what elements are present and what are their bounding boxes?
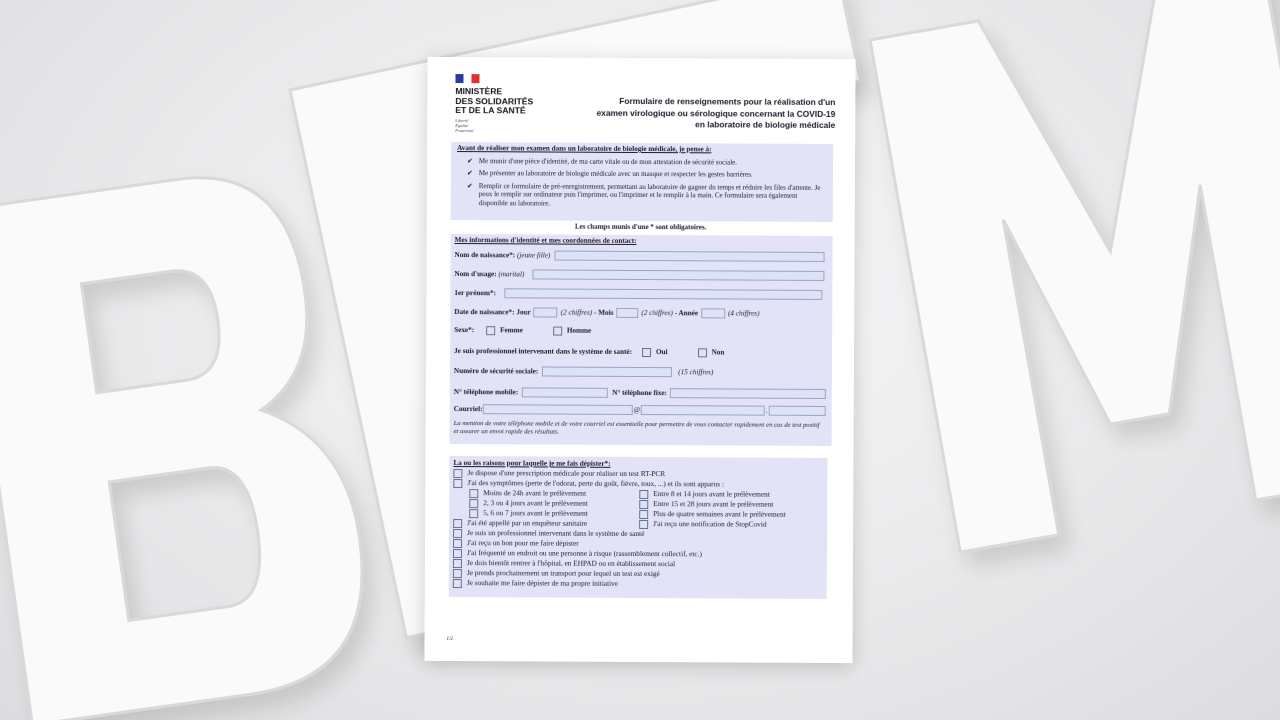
- motto-line: Liberté: [455, 118, 469, 124]
- option-label: J'ai reçu un bon pour me faire dépister: [467, 538, 579, 548]
- checklist-text: Me munir d'une pièce d'identité, de ma carte vitale ou de mon attestation de sécurité sociale.: [478, 156, 738, 167]
- reason-checkbox[interactable]: [453, 579, 462, 588]
- label: Numéro de sécurité sociale:: [453, 366, 539, 376]
- label: Nom d'usage:: [454, 269, 497, 278]
- hint: (jeune fille): [517, 251, 551, 260]
- french-flag-logo: [455, 74, 479, 83]
- option-label: Entre 15 et 28 jours avant le prélèvement: [653, 499, 774, 509]
- symptom-timing-checkbox[interactable]: [469, 509, 478, 518]
- label: - Année: [674, 308, 699, 318]
- title-line: en laboratoire de biologie médicale: [695, 119, 836, 131]
- label: Homme: [566, 326, 592, 335]
- birth-month-input[interactable]: [616, 308, 638, 318]
- label: - Mois: [593, 308, 614, 317]
- reason-checkbox[interactable]: [453, 549, 462, 558]
- stopcovid-checkbox[interactable]: [639, 519, 648, 528]
- checklist-text: Remplir ce formulaire de pré-enregistrement, permettant au laboratoire de gagner du temps et réduire les files d'attente. Je peux le remplir sur ordinateur puis l'imprimer, ou l'imprimer et le remplir à la main. Ce formulaire sera également disponible au laboratoire.: [478, 181, 821, 208]
- page-number: 1/2: [446, 636, 453, 643]
- health-pro-no-checkbox[interactable]: [698, 348, 707, 357]
- republic-motto: [455, 118, 474, 133]
- reason-checkbox[interactable]: [453, 569, 462, 578]
- ministry-line: DES SOLIDARITÉS: [455, 95, 534, 106]
- label: N° téléphone fixe:: [612, 388, 668, 397]
- at-sign: @: [633, 405, 641, 414]
- contact-tracer-checkbox[interactable]: [453, 519, 462, 528]
- checklist-item: [467, 157, 827, 167]
- label: Sexe*:: [454, 326, 475, 335]
- symptom-timing-checkbox[interactable]: [639, 499, 648, 508]
- motto-line: Fraternité: [455, 128, 474, 134]
- option-label: J'ai des symptômes (perte de l'odorat, perte du goût, fièvre, toux, ...) et ils sont apparus :: [467, 478, 724, 489]
- symptom-timing-checkbox[interactable]: [469, 489, 478, 498]
- landline-phone-input[interactable]: [670, 388, 826, 399]
- label: Jour: [516, 308, 531, 317]
- required-fields-note: Les champs munis d'une * sont obligatoires.: [574, 222, 707, 232]
- health-pro-yes-checkbox[interactable]: [642, 348, 651, 357]
- male-checkbox[interactable]: [553, 327, 562, 336]
- first-name-input[interactable]: [504, 288, 822, 300]
- contact-note: La mention de votre téléphone mobile et de votre courriel est essentielle pour permettre de vous contacter rapidement en cas de test positif et assurer un envoi rapide des résultats.: [453, 420, 820, 436]
- prescription-checkbox[interactable]: [453, 469, 462, 478]
- hint: (4 chiffres): [727, 309, 760, 318]
- label: N° téléphone mobile:: [453, 387, 519, 397]
- checklist-text: Me présenter au laboratoire de biologie médicale avec un masque et respecter les gestes barrières.: [478, 169, 753, 179]
- symptom-timing-checkbox[interactable]: [469, 499, 478, 508]
- checkmark-icon: ✔: [466, 169, 473, 178]
- female-checkbox[interactable]: [486, 326, 495, 335]
- label: Date de naissance*:: [454, 307, 515, 317]
- birth-name-input[interactable]: [554, 251, 824, 262]
- email-domain-input[interactable]: [641, 405, 765, 416]
- option-label: Plus de quatre semaines avant le prélèvement: [653, 509, 786, 519]
- title-line: Formulaire de renseignements pour la réalisation d'un: [619, 95, 836, 108]
- option-label: J'ai été appellé par un enquêteur sanitaire: [467, 518, 588, 528]
- form-title: [559, 96, 835, 132]
- section-heading: La ou les raisons pour laquelle je me fais dépister*:: [453, 459, 611, 468]
- option-label: 5, 6 ou 7 jours avant le prélèvement: [483, 508, 588, 518]
- label: Je suis professionnel intervenant dans le système de santé:: [454, 347, 633, 357]
- reason-checkbox[interactable]: [453, 529, 462, 538]
- ministry-line: MINISTÈRE: [455, 86, 503, 97]
- usage-name-input[interactable]: [532, 269, 824, 281]
- label: Non: [711, 348, 725, 357]
- ministry-line: ET DE LA SANTÉ: [455, 105, 526, 116]
- option-label: 2, 3 ou 4 jours avant le prélèvement: [483, 498, 588, 508]
- reason-checkbox[interactable]: [453, 559, 462, 568]
- hint: (2 chiffres): [641, 308, 673, 317]
- checkmark-icon: ✔: [467, 156, 473, 165]
- symptoms-checkbox[interactable]: [453, 479, 462, 488]
- label: Nom de naissance*:: [454, 250, 516, 260]
- symptom-timing-checkbox[interactable]: [639, 509, 648, 518]
- ministry-name: [455, 87, 533, 116]
- dot: .: [766, 406, 768, 415]
- birth-day-input[interactable]: [534, 307, 558, 317]
- option-label: Moins de 24h avant le prélèvement: [483, 488, 587, 498]
- checklist-item: [467, 169, 827, 179]
- mobile-phone-input[interactable]: [522, 387, 608, 397]
- reason-checkbox[interactable]: [453, 539, 462, 548]
- hint: (marital): [498, 270, 525, 279]
- email-user-input[interactable]: [482, 404, 632, 415]
- label: Oui: [655, 348, 668, 357]
- brand-letter-m-shape: [870, 0, 1280, 552]
- option-label: J'ai reçu une notification de StopCovid: [653, 519, 767, 529]
- reasons-section: [449, 456, 828, 599]
- title-line: examen virologique ou sérologique concernant la COVID-19: [596, 107, 836, 119]
- label: Courriel:: [453, 404, 483, 413]
- before-exam-section: [451, 142, 833, 222]
- option-label: J'ai fréquenté un endroit ou une personne à risque (rassemblement collectif, etc.): [466, 548, 702, 559]
- option-label: Je prends prochainement un transport pour lequel un test est exigé: [466, 568, 660, 579]
- social-security-input[interactable]: [542, 366, 672, 377]
- checklist-item: [467, 182, 827, 209]
- covid-test-form-document: [424, 57, 855, 663]
- birth-year-input[interactable]: [701, 308, 725, 318]
- option-label: Entre 8 et 14 jours avant le prélèvement: [653, 489, 770, 499]
- section-heading: Mes informations d'identité et mes coordonnées de contact:: [454, 236, 637, 245]
- symptom-timing-checkbox[interactable]: [639, 489, 648, 498]
- label: Femme: [500, 326, 523, 335]
- option-label: Je dispose d'une prescription médicale pour réaliser un test RT-PCR: [467, 468, 666, 479]
- hint: (2 chiffres): [560, 308, 593, 317]
- checkmark-icon: ✔: [466, 181, 473, 190]
- email-tld-input[interactable]: [769, 406, 826, 416]
- motto-line: Égalité: [455, 123, 469, 129]
- identity-section: [450, 234, 833, 446]
- option-label: Je dois bientôt rentrer à l'hôpital, en EHPAD ou en établissement social: [466, 558, 676, 569]
- option-label: Je souhaite me faire dépister de ma propre initiative: [466, 578, 619, 588]
- hint: (15 chiffres): [678, 367, 714, 377]
- section-heading: Avant de réaliser mon examen dans un laboratoire de biologie médicale, je pense à:: [457, 144, 712, 154]
- label: 1er prénom*:: [454, 288, 496, 297]
- option-label: Je suis un professionnel intervenant dans le système de santé: [467, 528, 645, 539]
